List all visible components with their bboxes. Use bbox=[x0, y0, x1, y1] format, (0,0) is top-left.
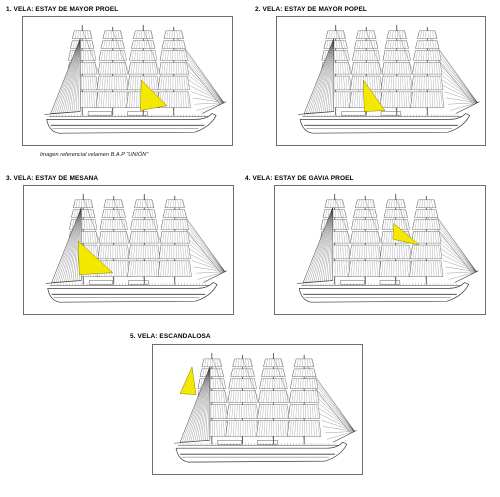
square-sail bbox=[258, 405, 290, 419]
square-sail bbox=[98, 245, 130, 259]
panel-3-diagram bbox=[23, 185, 234, 315]
deckhouse bbox=[341, 281, 365, 285]
square-sail bbox=[229, 379, 257, 389]
square-sail bbox=[382, 62, 412, 74]
square-sail bbox=[100, 219, 128, 229]
image-caption: Imagen referencial velamen B.A.P "UNIÓN" bbox=[40, 152, 149, 158]
panel-5-title: 5. VELA: ESCANDALOSA bbox=[130, 333, 211, 340]
bowsprit bbox=[202, 102, 226, 114]
square-sail bbox=[413, 50, 441, 60]
bowsprit bbox=[333, 430, 357, 442]
square-sail bbox=[99, 231, 129, 243]
panel-4-diagram bbox=[274, 185, 486, 315]
square-sail bbox=[351, 62, 381, 74]
square-sail bbox=[412, 219, 440, 229]
square-sail bbox=[129, 50, 157, 60]
panel-4-title: 4. VELA: ESTAY DE GAVIA PROEL bbox=[245, 175, 354, 182]
square-sail bbox=[130, 219, 158, 229]
bowsprit bbox=[456, 102, 480, 114]
square-sail bbox=[351, 219, 379, 229]
deckhouse bbox=[89, 281, 113, 285]
square-sail bbox=[161, 219, 189, 229]
square-sail bbox=[350, 231, 380, 243]
square-sail bbox=[412, 76, 444, 90]
square-sail bbox=[349, 245, 381, 259]
square-sail bbox=[381, 76, 413, 90]
bowsprit bbox=[455, 271, 479, 283]
square-sail bbox=[228, 391, 258, 403]
panel-1-diagram bbox=[22, 16, 233, 146]
highlighted-sail bbox=[180, 367, 196, 395]
square-sail bbox=[259, 379, 287, 389]
square-sail bbox=[98, 62, 128, 74]
ship-drawing bbox=[277, 17, 485, 145]
square-sail bbox=[99, 50, 127, 60]
square-sail bbox=[258, 391, 288, 403]
deckhouse bbox=[218, 440, 242, 444]
square-sail bbox=[159, 62, 189, 74]
square-sail bbox=[129, 245, 161, 259]
square-sail bbox=[160, 50, 188, 60]
deckhouse bbox=[88, 112, 112, 116]
square-sail bbox=[290, 379, 318, 389]
panel-2-diagram bbox=[276, 16, 486, 146]
deckhouse bbox=[342, 112, 366, 116]
bowsprit bbox=[203, 271, 227, 283]
square-sail bbox=[352, 50, 380, 60]
ship-drawing bbox=[275, 186, 485, 314]
square-sail bbox=[159, 245, 191, 259]
square-sail bbox=[97, 76, 129, 90]
square-sail bbox=[129, 231, 159, 243]
panel-5-diagram bbox=[152, 344, 363, 475]
square-sail bbox=[288, 405, 320, 419]
square-sail bbox=[128, 62, 158, 74]
square-sail bbox=[411, 245, 443, 259]
ship-drawing bbox=[24, 186, 233, 314]
square-sail bbox=[289, 391, 319, 403]
panel-3-title: 3. VELA: ESTAY DE MESANA bbox=[6, 175, 99, 182]
ship-drawing bbox=[23, 17, 232, 145]
ship-drawing bbox=[153, 345, 362, 474]
panel-1-title: 1. VELA: ESTAY DE MAYOR PROEL bbox=[6, 6, 119, 13]
square-sail bbox=[412, 231, 442, 243]
square-sail bbox=[383, 50, 411, 60]
square-sail bbox=[160, 231, 190, 243]
square-sail bbox=[413, 62, 443, 74]
square-sail bbox=[227, 405, 259, 419]
square-sail bbox=[380, 245, 412, 259]
panel-2-title: 2. VELA: ESTAY DE MAYOR POPEL bbox=[255, 6, 367, 13]
square-sail bbox=[158, 76, 190, 90]
